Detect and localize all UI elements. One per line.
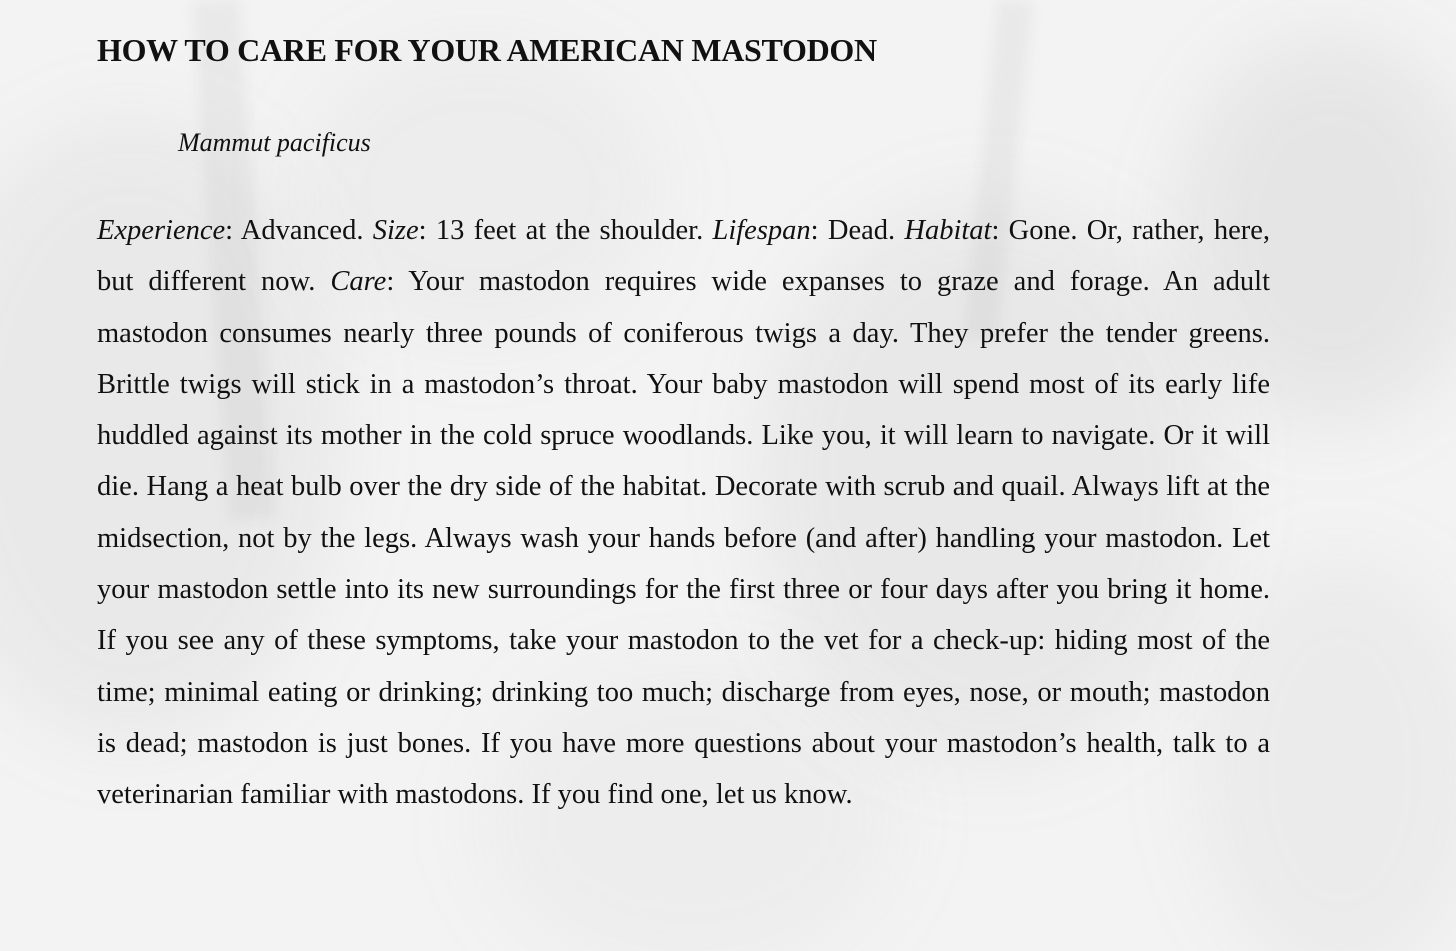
habitat-value: : Gone. Or, rather, here, but different now. [97,215,1270,298]
size-value: : 13 feet at the shoulder. [418,215,713,246]
care-text: : Your mastodon requires wide expanses to graze and forage. An adult mastodon consumes nearly three pounds of coniferous twigs a day. They prefer the tender greens. Brittle twigs will stick in a mastodon’s throat. Your baby mastodon will spend most of its early life huddled against its mother in the cold spruce woodlands. Like you, it will learn to navigate. Or it will die. Hang a heat bulb over the dry side of the habitat. Decorate with scrub and quail. Always lift at the midsection, not by the legs. Always wash your hands before (and after) handling your mastodon. Let your mastodon settle into its new surroundings for the first three or four days after you bring it home. If you see any of these symptoms, take your mastodon to the vet for a check-up: hiding most of the time; minimal eating or drinking; drinking too much; discharge from eyes, nose, or mouth; mastodon is dead; mastodon is just bones. If you have more questions about your mastodon’s health, talk to a veterinarian familiar with mastodons. If you find one, let us know. [97,266,1270,811]
species-name: Mammut pacificus [178,128,371,157]
habitat-label: Habitat [904,215,992,246]
article-body [97,205,1270,821]
experience-value: : Advanced. [225,215,373,246]
article-title: HOW TO CARE FOR YOUR AMERICAN MASTODON [97,32,877,68]
lifespan-value: : Dead. [810,215,905,246]
size-label: Size [372,215,419,246]
lifespan-label: Lifespan [712,215,811,246]
care-label: Care [330,266,387,298]
experience-label: Experience [97,215,226,246]
